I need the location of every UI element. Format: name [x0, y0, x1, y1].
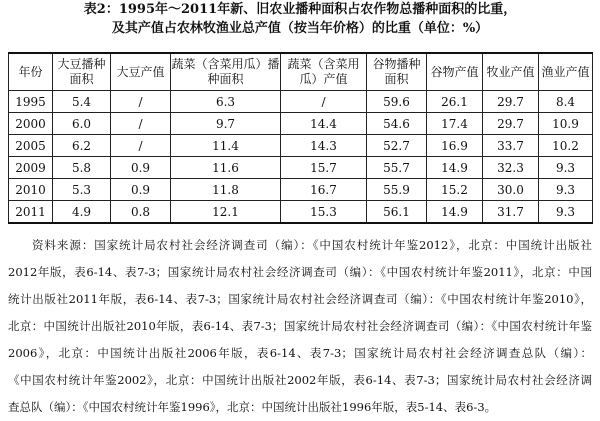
table-cell: 15.3	[281, 201, 367, 224]
table-cell: 9.7	[171, 113, 281, 135]
table-cell: 4.9	[53, 201, 111, 224]
source-line: 《中国农村统计年鉴2002》，北京：中国统计出版社2002年版，表6-14、表7-3；国家统计局农村社会经济调	[8, 373, 592, 387]
table-cell: 54.6	[367, 113, 427, 135]
table-cell: 17.4	[427, 113, 483, 135]
table-cell: 14.9	[427, 201, 483, 224]
table-caption-line-1: 表2：1995年～2011年新、旧农业播种面积占农作物总播种面积的比重，	[83, 2, 517, 17]
table-cell: 55.7	[367, 157, 427, 179]
header-livestock-output: 牧业产值	[483, 53, 539, 91]
table-cell: 16.7	[281, 179, 367, 201]
table-row	[9, 113, 593, 135]
table-cell: 0.9	[111, 157, 171, 179]
table-cell: 55.9	[367, 179, 427, 201]
header-vegetable-area: 蔬菜（含菜用瓜）播种面积	[171, 53, 281, 91]
table-row	[9, 201, 593, 224]
table-cell: 5.4	[53, 91, 111, 113]
table-cell: 0.9	[111, 179, 171, 201]
table-cell: 9.3	[539, 201, 593, 224]
source-line: 资料来源：国家统计局农村社会经济调查司（编）：《中国农村统计年鉴2012》，北京：中国统计出版社	[32, 238, 592, 252]
table-cell: 32.3	[483, 157, 539, 179]
source-line: 查总队（编）：《中国农村统计年鉴1996》，北京：中国统计出版社1996年版，表5-14、表6-3。	[8, 400, 497, 414]
table-cell: 2011	[9, 201, 53, 224]
table-cell: 59.6	[367, 91, 427, 113]
header-year: 年份	[9, 53, 53, 91]
source-note	[8, 232, 592, 421]
table-cell: 5.3	[53, 179, 111, 201]
header-soybean-area: 大豆播种面积	[53, 53, 111, 91]
header-vegetable-output: 蔬菜（含菜用瓜）产值	[281, 53, 367, 91]
table-cell: 56.1	[367, 201, 427, 224]
table-cell: 8.4	[539, 91, 593, 113]
table-cell: /	[111, 91, 171, 113]
table-cell: 6.2	[53, 135, 111, 157]
table-cell: 9.3	[539, 179, 593, 201]
table-cell: 6.3	[171, 91, 281, 113]
source-line: 统计出版社2011年版，表6-14、表7-3；国家统计局农村社会经济调查司（编）：《中国农村统计年鉴2010》，	[8, 292, 592, 306]
table-cell: /	[281, 91, 367, 113]
table-cell: /	[111, 135, 171, 157]
table-cell: 33.7	[483, 135, 539, 157]
table-cell: 16.9	[427, 135, 483, 157]
table-header-row	[9, 53, 593, 91]
table-cell: 29.7	[483, 113, 539, 135]
table-cell: 15.7	[281, 157, 367, 179]
table-cell: 9.3	[539, 157, 593, 179]
table-row	[9, 135, 593, 157]
table-cell: 26.1	[427, 91, 483, 113]
table-cell: 2005	[9, 135, 53, 157]
table-cell: 2010	[9, 179, 53, 201]
header-grain-area: 谷物播种面积	[367, 53, 427, 91]
table-row	[9, 91, 593, 113]
table-cell: 5.8	[53, 157, 111, 179]
table-cell: 12.1	[171, 201, 281, 224]
table-cell: 30.0	[483, 179, 539, 201]
table-cell: 1995	[9, 91, 53, 113]
table-cell: 2000	[9, 113, 53, 135]
header-grain-output: 谷物产值	[427, 53, 483, 91]
table-cell: 11.6	[171, 157, 281, 179]
table-row	[9, 157, 593, 179]
table-cell: 10.9	[539, 113, 593, 135]
table-cell: /	[111, 113, 171, 135]
table-row	[9, 179, 593, 201]
header-soybean-output: 大豆产值	[111, 53, 171, 91]
source-line: 2012年版，表6-14、表7-3；国家统计局农村社会经济调查司（编）：《中国农村统计年鉴2011》，北京：中国	[8, 265, 592, 279]
table-cell: 0.8	[111, 201, 171, 224]
table-cell: 2009	[9, 157, 53, 179]
source-line: 2006》，北京：中国统计出版社2006年版，表6-14、表7-3；国家统计局农村社会经济调查总队（编）：	[8, 346, 592, 360]
table-cell: 15.2	[427, 179, 483, 201]
table-cell: 6.0	[53, 113, 111, 135]
table-cell: 11.4	[171, 135, 281, 157]
table-cell: 14.4	[281, 113, 367, 135]
table-cell: 29.7	[483, 91, 539, 113]
table-cell: 14.9	[427, 157, 483, 179]
table-cell: 10.2	[539, 135, 593, 157]
data-table	[8, 52, 593, 224]
table-caption-line-2: 及其产值占农林牧渔业总产值（按当年价格）的比重（单位：%）	[111, 21, 489, 36]
table-cell: 31.7	[483, 201, 539, 224]
table-cell: 14.3	[281, 135, 367, 157]
table-cell: 11.8	[171, 179, 281, 201]
header-fishery-output: 渔业产值	[539, 53, 593, 91]
table-cell: 52.7	[367, 135, 427, 157]
source-line: 北京：中国统计出版社2010年版，表6-14、表7-3；国家统计局农村社会经济调查司（编）：《中国农村统计年鉴	[8, 319, 592, 333]
